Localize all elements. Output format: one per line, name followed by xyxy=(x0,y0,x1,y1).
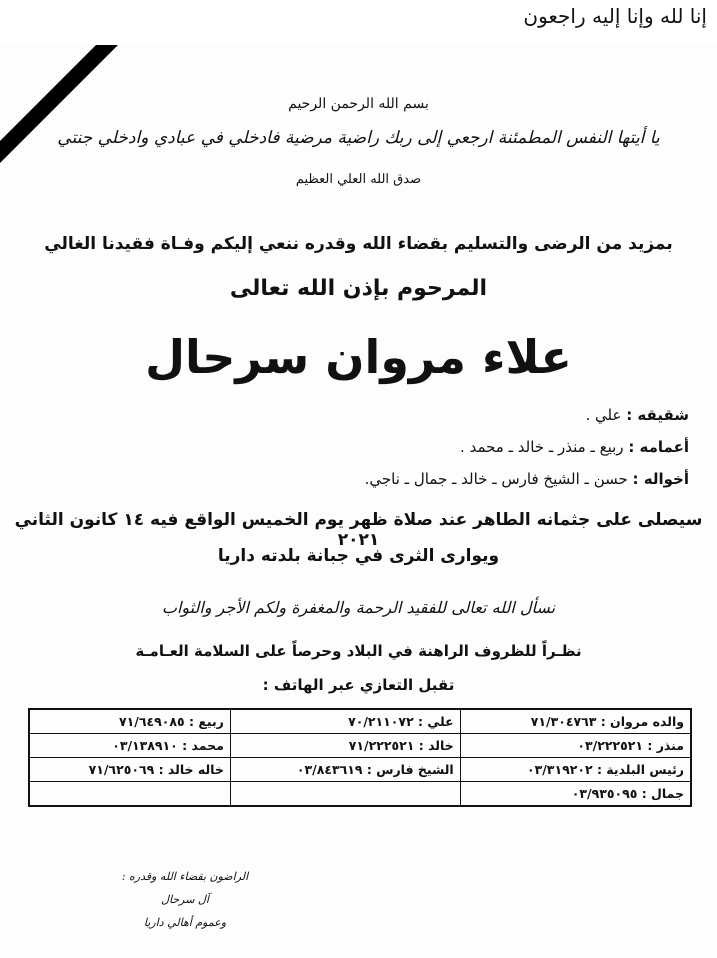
table-row xyxy=(29,758,691,782)
contact-cell: محمد : ٠٣/١٣٨٩١٠ xyxy=(29,734,230,758)
circumstances-note: نظـراً للظروف الراهنة في البلاد وحرصاً على السلامة العـامـة xyxy=(135,642,582,660)
family-label: أعمامه : xyxy=(628,438,689,456)
contact-cell: منذر : ٠٣/٢٢٢٥٢١ xyxy=(460,734,691,758)
post-caption: إنا لله وإنا إليه راجعون xyxy=(523,4,707,28)
contact-cell: رئيس البلدية : ٠٣/٣١٩٢٠٢ xyxy=(460,758,691,782)
table-row xyxy=(29,734,691,758)
table-row xyxy=(29,709,691,734)
funeral-details: سيصلى على جثمانه الطاهر عند صلاة ظهر يوم الخميس الواقع فيه ١٤ كانون الثاني ٢٠٢١ xyxy=(14,510,703,550)
signature-line-1: الراضون بقضاء الله وقدره : xyxy=(121,870,249,883)
contact-cell: جمال : ٠٣/٩٣٥٠٩٥ xyxy=(460,782,691,807)
basmala: بسم الله الرحمن الرحيم xyxy=(288,96,429,112)
contact-cell xyxy=(29,782,230,807)
contact-cell: الشيخ فارس : ٠٣/٨٤٣٦١٩ xyxy=(230,758,460,782)
contact-cell: علي : ٧٠/٢١١٠٧٢ xyxy=(230,709,460,734)
contacts-table xyxy=(28,708,692,807)
contact-cell: والده مروان : ٧١/٣٠٤٧٦٣ xyxy=(460,709,691,734)
contact-cell: خاله خالد : ٧١/٦٢٥٠٦٩ xyxy=(29,758,230,782)
quran-verse: يا أيتها النفس المطمئنة ارجعي إلى ربك راضية مرضية فادخلي في عبادي وادخلي جنتي xyxy=(57,128,660,148)
family-brother xyxy=(585,406,689,424)
signature-line-2: آل سرحال xyxy=(161,893,209,906)
family-uncles-paternal xyxy=(460,438,689,456)
contact-cell: خالد : ٧١/٢٢٢٥٢١ xyxy=(230,734,460,758)
burial-details: ويوارى الثرى في جبانة بلدته داريا xyxy=(217,546,500,566)
table-row xyxy=(29,782,691,807)
contact-cell: ربيع : ٧١/٦٤٩٠٨٥ xyxy=(29,709,230,734)
family-value: ربيع ـ منذر ـ خالد ـ محمد . xyxy=(460,438,629,456)
family-uncles-maternal xyxy=(365,470,689,488)
condolence-phone-note: تقبل التعازي عبر الهاتف : xyxy=(262,676,455,694)
verse-closing: صدق الله العلي العظيم xyxy=(295,172,422,187)
family-label: أخواله : xyxy=(632,470,689,488)
family-label: شقيقه : xyxy=(626,406,689,424)
signature-line-3: وعموم أهالي داريا xyxy=(143,916,227,929)
late-title: المرحوم بإذن الله تعالى xyxy=(229,276,488,301)
prayer-line: نسأل الله تعالى للفقيد الرحمة والمغفرة ولكم الأجر والثواب xyxy=(161,598,556,617)
deceased-name: علاء مروان سرحال xyxy=(145,330,572,384)
announcement-intro: بمزيد من الرضى والتسليم بقضاء الله وقدره ننعي إليكم وفـاة فقيدنا الغالي xyxy=(44,234,673,254)
family-value: علي . xyxy=(585,406,627,424)
family-value: حسن ـ الشيخ فارس ـ خالد ـ جمال ـ ناجي. xyxy=(364,470,633,488)
contact-cell xyxy=(230,782,460,807)
